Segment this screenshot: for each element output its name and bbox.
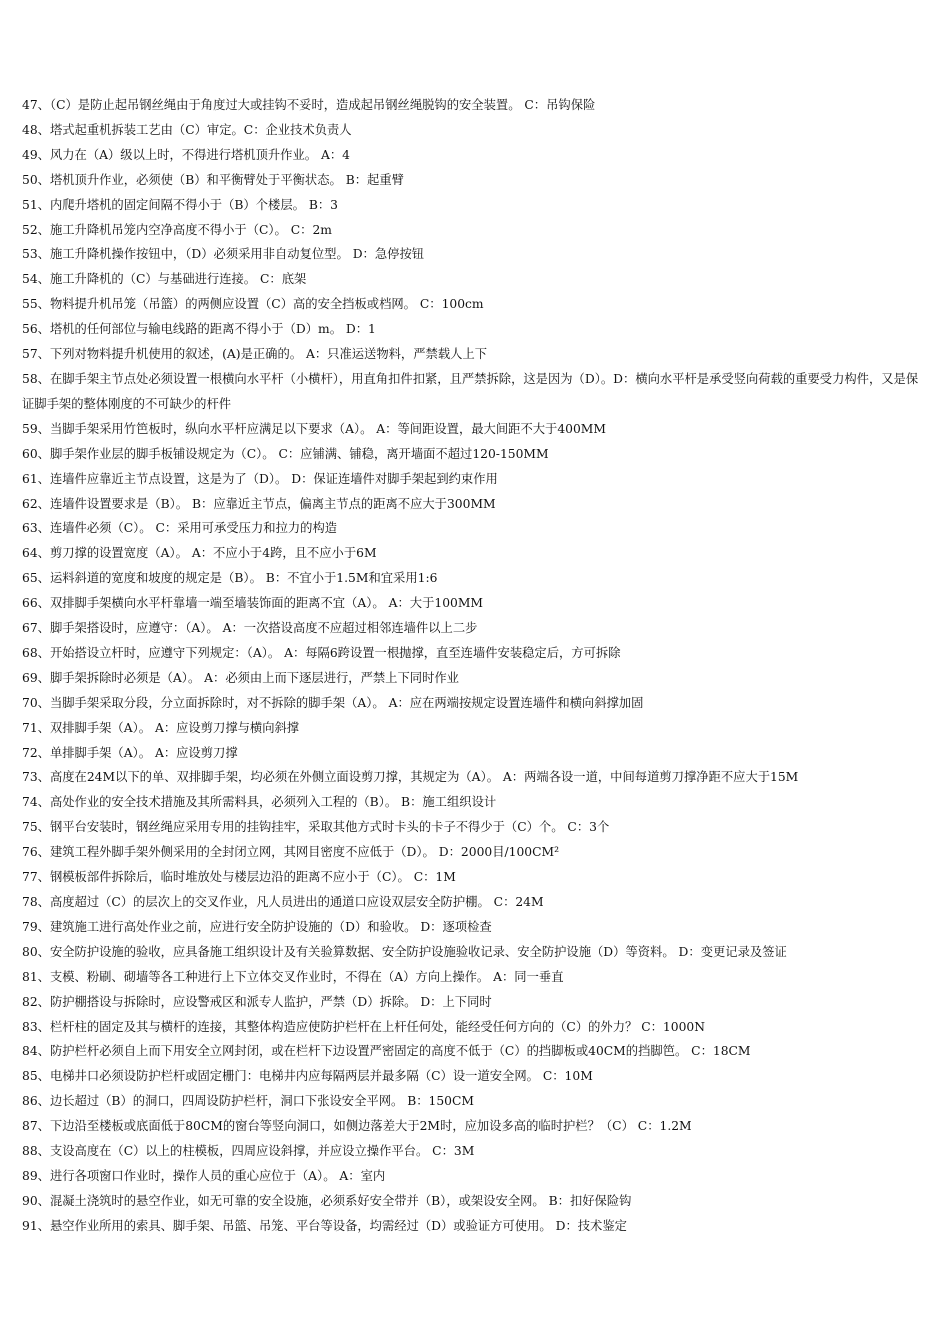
- question-85: 85、电梯井口必须设防护栏杆或固定栅门：电梯井内应每隔两层并最多隔（C）设一道安全网。 C：10M: [22, 1069, 593, 1084]
- question-91: 91、悬空作业所用的索具、脚手架、吊篮、吊笼、平台等设备，均需经过（D）或验证方可使用。 D：技术鉴定: [22, 1218, 627, 1233]
- question-48: 48、塔式起重机拆装工艺由（C）审定。C：企业技术负责人: [22, 122, 352, 137]
- question-70: 70、当脚手架采取分段，分立面拆除时，对不拆除的脚手架（A）。 A：应在两端按规定设置连墙件和横向斜撑加固: [22, 695, 644, 710]
- question-79: 79、建筑施工进行高处作业之前，应进行安全防护设施的（D）和验收。 D：逐项检查: [22, 919, 492, 934]
- question-82: 82、防护棚搭设与拆除时，应设警戒区和派专人监护，严禁（D）拆除。 D：上下同时: [22, 994, 492, 1009]
- question-89: 89、进行各项窗口作业时，操作人员的重心应位于（A）。 A：室内: [22, 1168, 386, 1183]
- question-84: 84、防护栏杆必须自上而下用安全立网封闭，或在栏杆下边设置严密固定的高度不低于（C）的挡脚板或40CM的挡脚笆。 C：18CM: [22, 1044, 751, 1059]
- question-62: 62、连墙件设置要求是（B）。 B：应靠近主节点，偏离主节点的距离不应大于300MM: [22, 496, 496, 511]
- question-65: 65、运料斜道的宽度和坡度的规定是（B）。 B：不宜小于1.5M和宜采用1:6: [22, 571, 438, 586]
- document-page: [22, 93, 930, 1239]
- question-54: 54、施工升降机的（C）与基础进行连接。 C：底架: [22, 272, 307, 287]
- question-77: 77、钢模板部件拆除后，临时堆放处与楼层边沿的距离不应小于（C）。 C：1M: [22, 870, 456, 885]
- question-73: 73、高度在24M以下的单、双排脚手架，均必须在外侧立面设剪刀撑，其规定为（A）。 A：两端各设一道，中间每道剪刀撑净距不应大于15M: [22, 770, 799, 785]
- question-66: 66、双排脚手架横向水平杆靠墙一端至墙装饰面的距离不宜（A）。 A：大于100MM: [22, 596, 484, 611]
- question-60: 60、脚手架作业层的脚手板铺设规定为（C）。 C：应铺满、铺稳，离开墙面不超过120-150MM: [22, 446, 549, 461]
- question-88: 88、支设高度在（C）以上的柱模板，四周应设斜撑，并应设立操作平台。 C：3M: [22, 1144, 475, 1159]
- question-63: 63、连墙件必须（C）。 C：采用可承受压力和拉力的构造: [22, 521, 338, 536]
- question-58: 58、在脚手架主节点处必须设置一根横向水平杆（小横杆），用直角扣件扣紧，且严禁拆除，这是因为（D）。D：横向水平杆是承受竖向荷载的重要受力构件，又是保证脚手架的整体刚度的不可缺少的杆件: [22, 371, 919, 411]
- question-81: 81、支模、粉刷、砌墙等各工种进行上下立体交叉作业时，不得在（A）方向上操作。 A：同一垂直: [22, 969, 564, 984]
- question-72: 72、单排脚手架（A）。 A：应设剪刀撑: [22, 745, 238, 760]
- question-90: 90、混凝土浇筑时的悬空作业，如无可靠的安全设施，必须系好安全带并（B），或架设安全网。 B：扣好保险钩: [22, 1193, 632, 1208]
- question-61: 61、连墙件应靠近主节点设置，这是为了（D）。 D：保证连墙件对脚手架起到约束作用: [22, 471, 498, 486]
- question-55: 55、物料提升机吊笼（吊篮）的两侧应设置（C）高的安全挡板或档网。 C：100cm: [22, 297, 484, 312]
- question-49: 49、风力在（A）级以上时，不得进行塔机顶升作业。 A：4: [22, 147, 350, 162]
- question-80: 80、安全防护设施的验收，应具备施工组织设计及有关验算数据、安全防护设施验收记录、安全防护设施（D）等资料。 D：变更记录及签证: [22, 944, 787, 959]
- question-74: 74、高处作业的安全技术措施及其所需料具，必须列入工程的（B）。 B：施工组织设计: [22, 795, 497, 810]
- question-75: 75、钢平台安装时，钢丝绳应采用专用的挂钩挂牢，采取其他方式时卡头的卡子不得少于（C）个。 C：3个: [22, 820, 610, 835]
- question-71: 71、双排脚手架（A）。 A：应设剪刀撑与横向斜撑: [22, 720, 300, 735]
- question-67: 67、脚手架搭设时，应遵守：（A）。 A：一次搭设高度不应超过相邻连墙件以上二步: [22, 621, 478, 636]
- question-59: 59、当脚手架采用竹笆板时，纵向水平杆应满足以下要求（A）。 A：等间距设置，最大间距不大于400MM: [22, 421, 606, 436]
- question-53: 53、施工升降机操作按钮中，（D）必须采用非自动复位型。 D：急停按钮: [22, 247, 425, 262]
- question-52: 52、施工升降机吊笼内空净高度不得小于（C）。 C：2m: [22, 222, 332, 237]
- question-47: 47、（C）是防止起吊钢丝绳由于角度过大或挂钩不妥时，造成起吊钢丝绳脱钩的安全装置。 C：吊钩保险: [22, 98, 596, 112]
- question-50: 50、塔机顶升作业，必须使（B）和平衡臂处于平衡状态。 B：起重臂: [22, 172, 404, 187]
- question-83: 83、栏杆柱的固定及其与横杆的连接，其整体构造应使防护栏杆在上杆任何处，能经受任何方向的（C）的外力？ C：1000N: [22, 1019, 705, 1034]
- question-86: 86、边长超过（B）的洞口，四周设防护栏杆，洞口下张设安全平网。 B：150CM: [22, 1094, 475, 1109]
- question-78: 78、高度超过（C）的层次上的交叉作业，凡人员进出的通道口应设双层安全防护棚。 C：24M: [22, 895, 544, 909]
- question-69: 69、脚手架拆除时必须是（A）。 A：必须由上而下逐层进行，严禁上下同时作业: [22, 670, 459, 685]
- question-57: 57、下列对物料提升机使用的叙述，(A)是正确的。 A：只准运送物料，严禁载人上下: [22, 347, 488, 362]
- question-56: 56、塔机的任何部位与输电线路的距离不得小于（D）m。 D：1: [22, 322, 376, 337]
- question-64: 64、剪刀撑的设置宽度（A）。 A：不应小于4跨，且不应小于6M: [22, 546, 377, 561]
- question-76: 76、建筑工程外脚手架外侧采用的全封闭立网，其网目密度不应低于（D）。 D：2000目/100CM²: [22, 845, 560, 860]
- question-87: 87、下边沿至楼板或底面低于80CM的窗台等竖向洞口，如侧边落差大于2M时，应加设多高的临时护栏？（C） C：1.2M: [22, 1119, 692, 1134]
- question-68: 68、开始搭设立杆时，应遵守下列规定：（A）。 A：每隔6跨设置一根抛撑，直至连墙件安装稳定后，方可拆除: [22, 645, 621, 660]
- question-51: 51、内爬升塔机的固定间隔不得小于（B）个楼层。 B：3: [22, 197, 338, 212]
